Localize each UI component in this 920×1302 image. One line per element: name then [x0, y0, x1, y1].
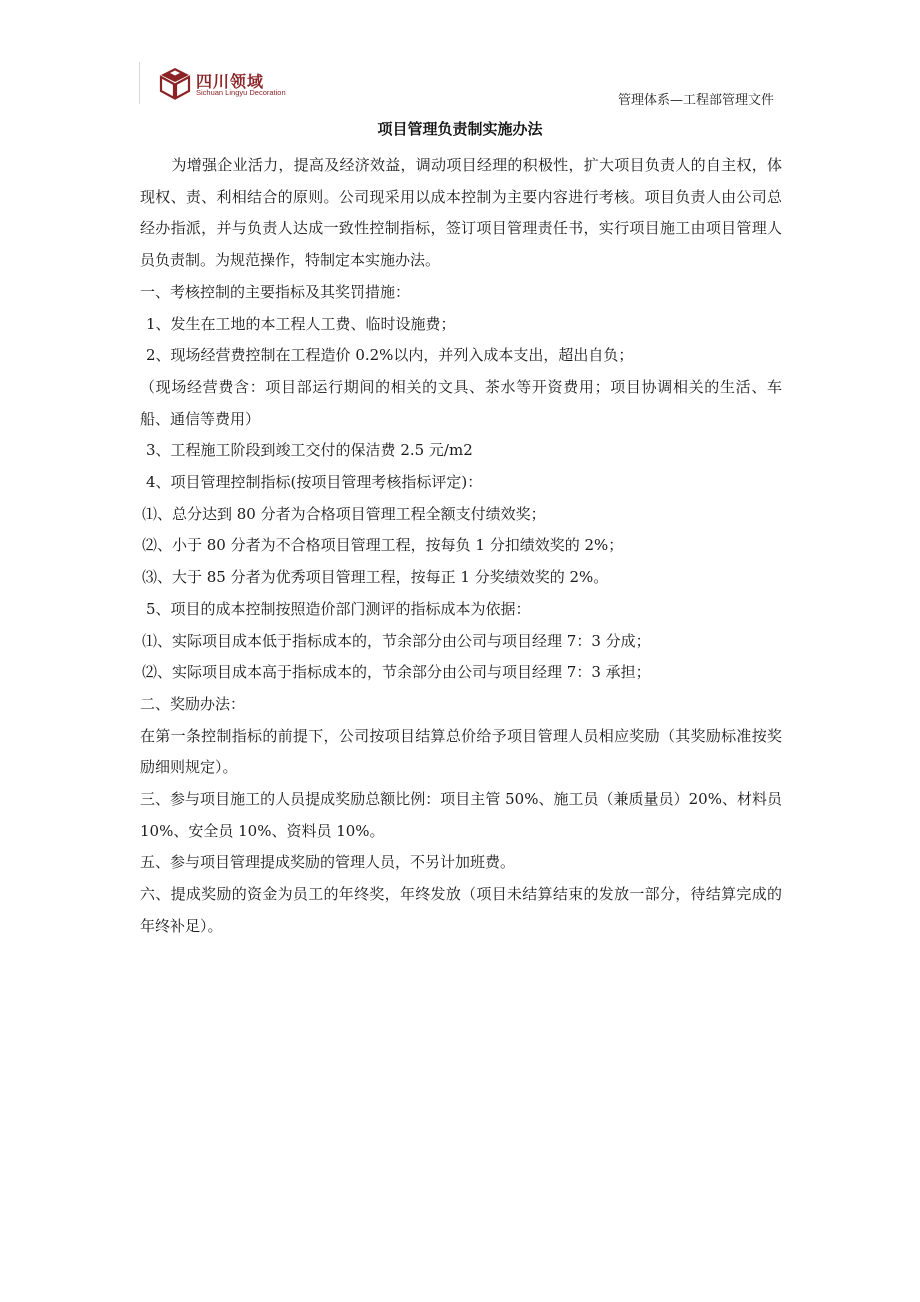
sub-list-item: ⑵、实际项目成本高于指标成本的，节余部分由公司与项目经理 7：3 承担；: [142, 663, 651, 682]
list-item: 2、现场经营费控制在工程造价 0.2%以内，并列入成本支出，超出自负；: [146, 346, 634, 365]
section-paragraph: 三、参与项目施工的人员提成奖励总额比例：项目主管 50%、施工员（兼质量员）20%、材料员 10%、安全员 10%、资料员 10%。: [140, 790, 782, 840]
document-title: 项目管理负责制实施办法: [377, 120, 543, 138]
header-divider: [139, 62, 140, 104]
sub-list-item: ⑶、大于 85 分者为优秀项目管理工程，按每正 1 分奖绩效奖的 2%。: [142, 568, 609, 587]
sub-list-item: ⑴、实际项目成本低于指标成本的，节余部分由公司与项目经理 7：3 分成；: [142, 631, 651, 650]
note-paragraph: （现场经营费含：项目部运行期间的相关的文具、茶水等开资费用；项目协调相关的生活、车船、通信等费用）: [140, 377, 782, 428]
body-paragraph: 在第一条控制指标的前提下，公司按项目结算总价给予项目管理人员相应奖励（其奖励标准按奖励细则规定）。: [140, 726, 782, 777]
section-heading: 一、考核控制的主要指标及其奖罚措施：: [140, 282, 411, 301]
intro-paragraph: 为增强企业活力，提高及经济效益，调动项目经理的积极性，扩大项目负责人的自主权，体现权、责、利相结合的原则。公司现采用以成本控制为主要内容进行考核。项目负责人由公司总经办指派，并与负责人达成一致性控制指标，签订项目管理责任书，实行项目施工由项目管理人员负责制。为规范操作，特制定本实施办法。: [140, 156, 782, 270]
sub-list-item: ⑴、总分达到 80 分者为合格项目管理工程全额支付绩效奖；: [142, 504, 546, 523]
section-paragraph: 五、参与项目管理提成奖励的管理人员，不另计加班费。: [140, 853, 516, 872]
list-item: 3、工程施工阶段到竣工交付的保洁费 2.5 元/m2: [146, 441, 473, 460]
list-item: 4、项目管理控制指标(按项目管理考核指标评定)：: [146, 473, 483, 492]
section-heading: 二、奖励办法：: [140, 694, 246, 713]
company-logo: [158, 66, 288, 104]
list-item: 1、发生在工地的本工程人工费、临时设施费；: [146, 314, 456, 333]
sub-list-item: ⑵、小于 80 分者为不合格项目管理工程，按每负 1 分扣绩效奖的 2%；: [142, 536, 624, 555]
page-header: [0, 0, 920, 110]
list-item: 5、项目的成本控制按照造价部门测评的指标成本为依据：: [146, 599, 531, 618]
document-body: [140, 150, 782, 943]
logo-chinese-name: 四川领域: [196, 72, 265, 91]
section-paragraph: 六、提成奖励的资金为员工的年终奖，年终发放（项目未结算结束的发放一部分，待结算完成的年终补足）。: [140, 885, 782, 935]
document-category: 管理体系—工程部管理文件: [617, 93, 774, 108]
logo-english-name: Sichuan Lingyu Decoration: [196, 88, 286, 97]
logo-cube-icon: [158, 66, 192, 100]
